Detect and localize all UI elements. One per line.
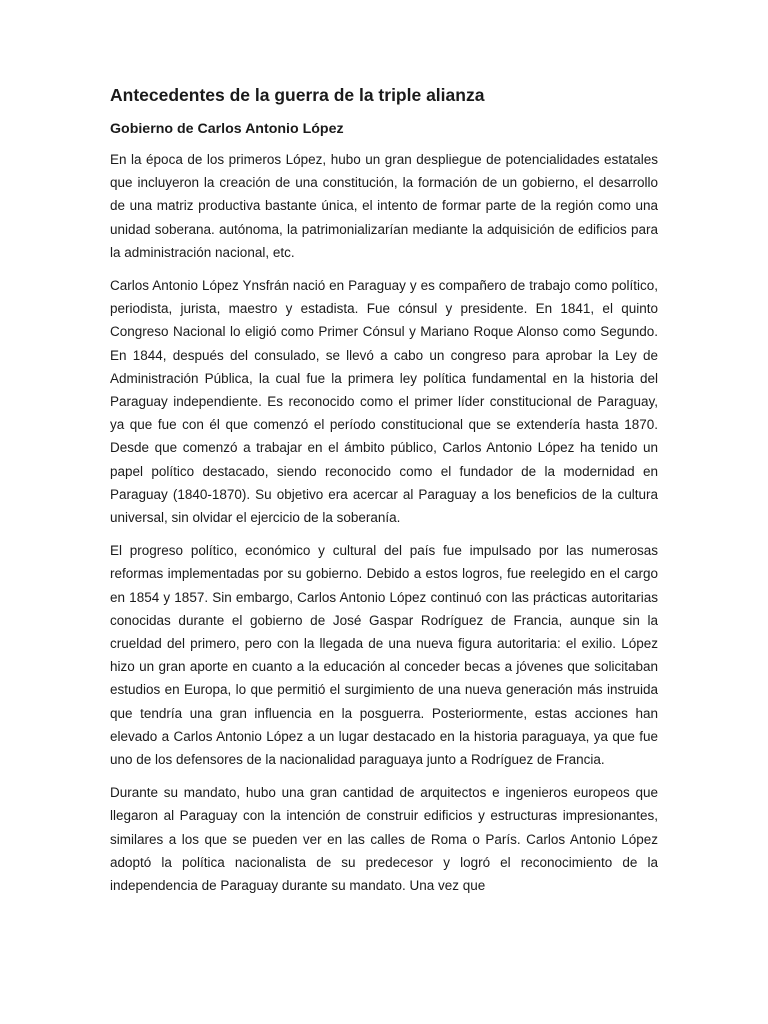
paragraph-1: En la época de los primeros López, hubo un gran despliegue de potencialidades estatales que incluyeron la creación de una constitución, la formación de un gobierno, el desarrollo de una matriz productiva bastante única, el intento de formar parte de la región como una unidad soberana. autónoma, la patrimonializarían mediante la adquisición de edificios para la administración nacional, etc. — [110, 152, 658, 260]
paragraph-4: Durante su mandato, hubo una gran cantidad de arquitectos e ingenieros europeos que llegaron al Paraguay con la intención de construir edificios y estructuras impresionantes, similares a los que se pueden ver en las calles de Roma o París. Carlos Antonio López adoptó la política nacionalista de su predecesor y logró el reconocimiento de la independencia de Paraguay durante su mandato. Una vez que — [110, 785, 658, 894]
paragraph-2: Carlos Antonio López Ynsfrán nació en Paraguay y es compañero de trabajo como político, periodista, jurista, maestro y estadista. Fue cónsul y presidente. En 1841, el quinto Congreso Nacional lo eligió como Primer Cónsul y Mariano Roque Alonso como Segundo. En 1844, después del consulado, se llevó a cabo un congreso para aprobar la Ley de Administración Pública, la cual fue la primera ley política fundamental en la historia del Paraguay independiente. Es reconocido como el primer líder constitucional de Paraguay, ya que fue con él que comenzó el período constitucional que se extendería hasta 1870. Desde que comenzó a trabajar en el ámbito público, Carlos Antonio López ha tenido un papel político destacado, siendo reconocido como el fundador de la modernidad en Paraguay (1840-1870). Su objetivo era acercar al Paraguay a los beneficios de la cultura universal, sin olvidar el ejercicio de la soberanía. — [110, 278, 658, 526]
paragraph-3: El progreso político, económico y cultural del país fue impulsado por las numerosas reformas implementadas por su gobierno. Debido a estos logros, fue reelegido en el cargo en 1854 y 1857. Sin embargo, Carlos Antonio López continuó con las prácticas autoritarias conocidas durante el gobierno de José Gaspar Rodríguez de Francia, aunque sin la crueldad del primero, pero con la llegada de una nueva figura autoritaria: el exilio. López hizo un gran aporte en cuanto a la educación al conceder becas a jóvenes que solicitaban estudios en Europa, lo que permitió el surgimiento de una nueva generación más instruida que tendría una gran influencia en la posguerra. Posteriormente, estas acciones han elevado a Carlos Antonio López a un lugar destacado en la historia paraguaya, ya que fue uno de los defensores de la nacionalidad paraguaya junto a Rodríguez de Francia. — [110, 543, 658, 768]
section-heading: Gobierno de Carlos Antonio López — [110, 121, 344, 137]
document-page — [110, 84, 658, 907]
document-title: Antecedentes de la guerra de la triple alianza — [110, 85, 485, 105]
